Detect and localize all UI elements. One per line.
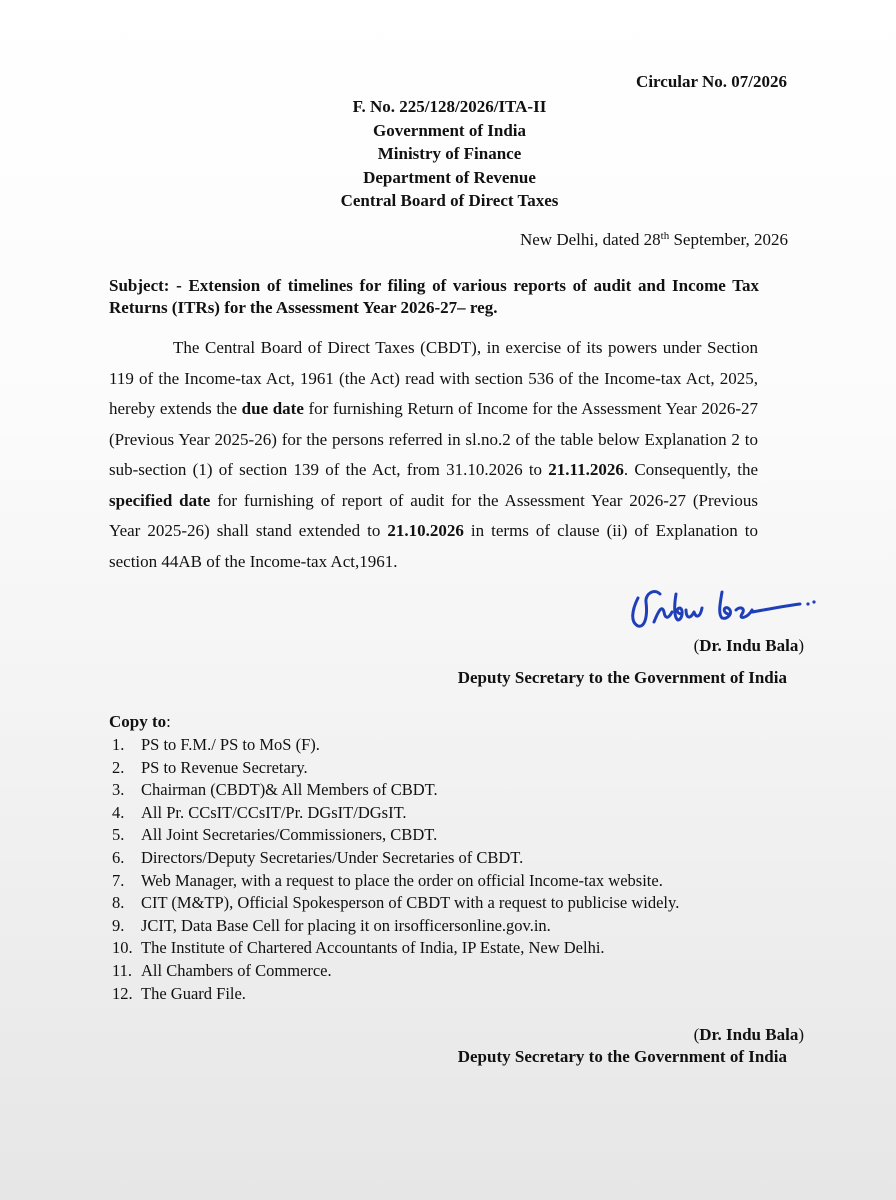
copy-to-item — [112, 983, 679, 1006]
copy-to-item-number: 3. — [112, 780, 125, 800]
department-name: Department of Revenue — [363, 167, 536, 187]
copy-to-item-text: The Institute of Chartered Accountants of India, IP Estate, New Delhi. — [141, 938, 605, 958]
signatory-designation: Deputy Secretary to the Government of India — [457, 668, 787, 687]
copy-to-item-text: All Chambers of Commerce. — [141, 960, 332, 980]
copy-to-item-text: PS to Revenue Secretary. — [141, 757, 308, 777]
body-text-5: in terms of clause (ii) of Explanation to section 44AB of the Income-tax Act,1961. — [109, 521, 758, 571]
signatory-name-text: Dr. Indu Bala — [699, 636, 799, 655]
copy-to-item-number: 6. — [112, 847, 125, 867]
signatory-name: (Dr. Indu Bala) — [693, 636, 804, 655]
letterhead — [0, 95, 896, 213]
body-text-2: for furnishing Return of Income for the Assessment Year 2026-27 (Previous Year 2025-26) for the persons referred in sl.no.2 of the table below Explanation 2 to sub-section (1) of section 139 of the Act, from 31.10.2026 to — [109, 399, 758, 479]
copy-to-list — [112, 734, 679, 1005]
copy-to-item-text: The Guard File. — [141, 983, 246, 1003]
copy-to-item — [112, 915, 679, 938]
copy-to-item-number: 4. — [112, 802, 125, 822]
copy-to-item — [112, 757, 679, 780]
body-bold-new-date: 21.11.2026 — [548, 460, 624, 479]
copy-to-item-number: 1. — [112, 735, 125, 754]
body-text-3: . Consequently, the — [623, 460, 759, 479]
circular-number: Circular No. 07/2026 — [636, 72, 787, 91]
copy-to-item-number: 2. — [112, 757, 125, 777]
copy-to-item-text: All Joint Secretaries/Commissioners, CBDT. — [141, 825, 438, 845]
government-name: Government of India — [373, 120, 526, 140]
dateline-rest: September, 2026 — [669, 230, 788, 249]
copy-to-item-number: 9. — [112, 915, 125, 935]
signatory-name-footer: (Dr. Indu Bala) — [693, 1025, 804, 1044]
copy-to-item — [112, 779, 679, 802]
copy-to-item-number: 12. — [112, 983, 133, 1003]
copy-to-item-text: Chairman (CBDT)& All Members of CBDT. — [141, 780, 438, 800]
copy-to-item-text: JCIT, Data Base Cell for placing it on irsofficersonline.gov.in. — [141, 915, 551, 935]
body-text-4: for furnishing of report of audit for the Assessment Year 2026-27 (Previous Year 2025-26) shall stand extended to — [109, 490, 759, 540]
signatory-designation-footer: Deputy Secretary to the Government of India — [457, 1047, 787, 1066]
body-bold-audit-date: 21.10.2026 — [387, 521, 464, 540]
copy-to-item — [112, 802, 679, 825]
copy-to-item — [112, 937, 679, 960]
copy-to-item-text: Web Manager, with a request to place the order on official Income-tax website. — [141, 870, 663, 890]
subject-line: Subject: - Extension of timelines for filing of various reports of audit and Income Tax Returns (ITRs) for the Assessment Year 2026-27– reg. — [109, 276, 759, 317]
copy-to-item — [112, 892, 679, 915]
copy-to-item — [112, 734, 679, 757]
copy-to-item-number: 5. — [112, 825, 125, 845]
copy-to-item-number: 10. — [112, 938, 133, 958]
copy-to-item — [112, 847, 679, 870]
signatory-name-footer-text: Dr. Indu Bala — [699, 1025, 799, 1044]
copy-to-item — [112, 960, 679, 983]
body-text-1: The Central Board of Direct Taxes (CBDT), in exercise of its powers under Section 119 of the Income-tax Act, 1961 (the Act) read with section 536 of the Income-tax Act, 2025, hereby extends the — [109, 338, 758, 418]
dateline-prefix: New Delhi, dated 28 — [519, 230, 661, 249]
copy-to-item-number: 7. — [112, 870, 125, 890]
copy-to-item-text: CIT (M&TP), Official Spokesperson of CBDT with a request to publicise widely. — [141, 893, 680, 913]
copy-to-item-text: PS to F.M./ PS to MoS (F). — [141, 735, 320, 754]
copy-to-item-text: Directors/Deputy Secretaries/Under Secretaries of CBDT. — [141, 847, 524, 867]
copy-to-heading: Copy to: — [109, 712, 171, 731]
copy-to-item-text: All Pr. CCsIT/CCsIT/Pr. DGsIT/DGsIT. — [141, 802, 407, 822]
copy-to-item-number: 8. — [112, 893, 125, 913]
copy-to-item — [112, 870, 679, 893]
ministry-name: Ministry of Finance — [377, 144, 522, 163]
body-paragraph — [109, 333, 758, 577]
copy-to-item — [112, 824, 679, 847]
body-bold-due-date: due date — [241, 399, 304, 418]
dateline-ordinal: th — [660, 230, 670, 242]
board-name: Central Board of Direct Taxes — [340, 191, 559, 210]
dateline — [520, 230, 788, 250]
file-number: F. No. 225/128/2026/ITA-II — [352, 97, 547, 116]
copy-to-item-number: 11. — [112, 960, 133, 980]
handwritten-signature — [624, 582, 824, 638]
body-bold-specified-date: specified date — [109, 490, 211, 510]
